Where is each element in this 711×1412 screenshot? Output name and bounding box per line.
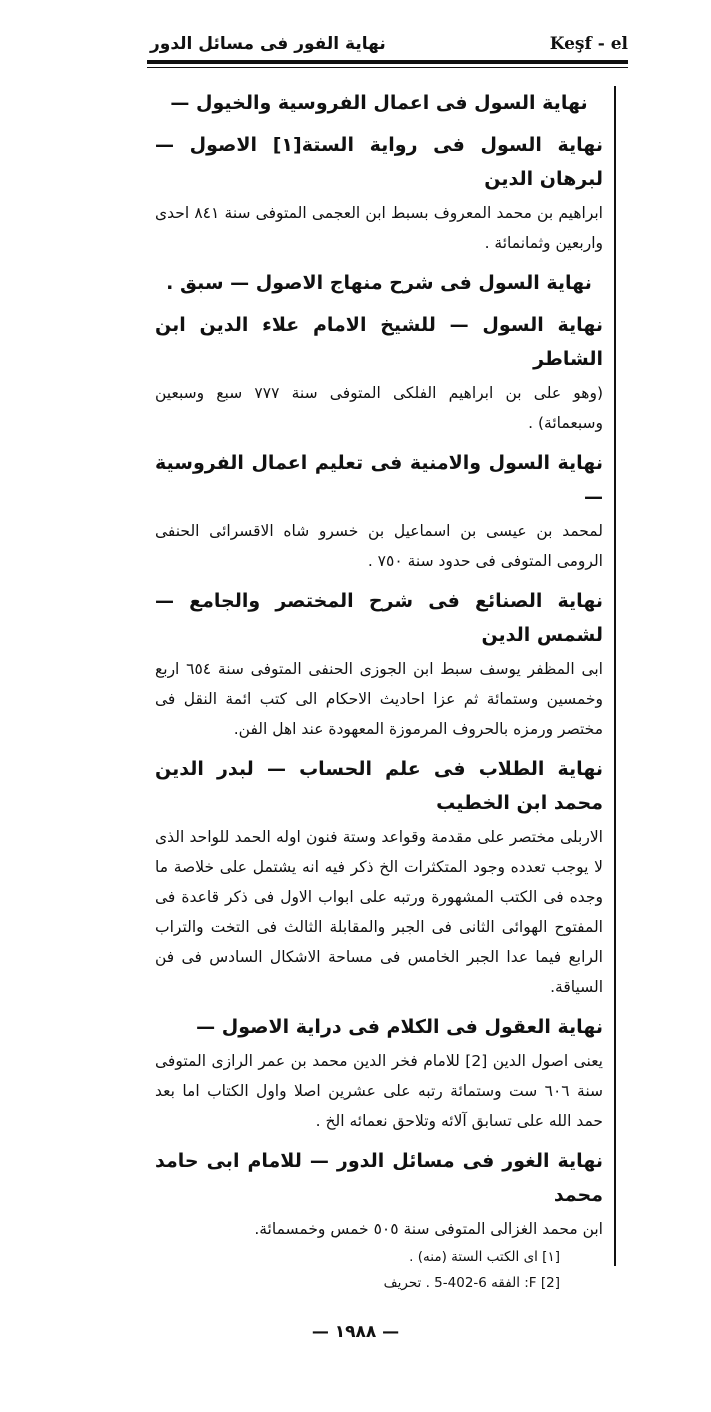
header-rule-thick — [147, 60, 628, 64]
entry-title: نهاية السول فى اعمال الفروسية والخيول — — [170, 92, 588, 114]
footnote: [١] اى الكتب الستة (منه) . — [409, 1249, 560, 1265]
entry-text: لمحمد بن عيسى بن اسماعيل بن خسرو شاه الاقسرائى الحنفى الرومى المتوفى فى حدود سنة ٧٥٠ . — [155, 522, 603, 570]
entry-title: نهاية السول فى رواية الستة[١] الاصول — لبرهان الدين — [155, 134, 603, 190]
entry-text: ابن محمد الغزالى المتوفى سنة ٥٠٥ خمس وخمسمائة. — [254, 1220, 603, 1238]
entry-title: نهاية الغور فى مسائل الدور — للامام ابى حامد محمد — [155, 1150, 603, 1206]
running-header — [150, 30, 628, 60]
entry — [155, 1010, 603, 1136]
running-tag: Keşf - el — [549, 34, 628, 54]
entry — [155, 752, 603, 1002]
entry — [155, 266, 603, 300]
header-rule-thin — [147, 67, 628, 68]
entry-title: نهاية الصنائع فى شرح المختصر والجامع — لشمس الدين — [155, 590, 603, 646]
entry — [155, 308, 603, 438]
entry-title: نهاية العقول فى الكلام فى دراية الاصول — — [196, 1016, 603, 1038]
entry — [155, 86, 603, 120]
footnotes — [200, 1244, 560, 1296]
column-line — [614, 86, 616, 1266]
entry — [155, 128, 603, 258]
entry-text: الاربلى مختصر على مقدمة وقواعد وستة فنون اوله الحمد للواحد الذى لا يوجب تعدده وجود المتكثرات الخ ذكر فيه انه يشتمل على خلاصة ما وجده فى الكتب المشهورة ورتبه على ابواب الاول فى ذكر قاعدة فى المفتوح الهوائى الثانى فى الجبر والمقابلة الثالث فى التخت والتراب الرابع فيما عدا الجبر الخامس فى مساحة الاشكال السادس فى فن السياقة. — [155, 828, 603, 996]
running-title: نهاية الفور فى مسائل الدور — [150, 34, 386, 54]
entry-title: نهاية السول فى شرح منهاج الاصول — سبق . — [166, 272, 592, 294]
page-number: — ١٩٨٨ — — [311, 1322, 400, 1342]
entry — [155, 446, 603, 576]
entry-text: يعنى اصول الدين [2] للامام فخر الدين محمد بن عمر الرازى المتوفى سنة ٦٠٦ ست وستمائة رتبه على عشرين اصلا واول الكتاب اما بعد حمد الله على تسابق آلائه وتلاحق نعمائه الخ . — [155, 1052, 604, 1130]
entry-title: نهاية السول — للشيخ الامام علاء الدين ابن الشاطر — [155, 314, 603, 370]
entry-text: ابى المظفر يوسف سبط ابن الجوزى الحنفى المتوفى سنة ٦٥٤ اربع وخمسين وستمائة ثم عزا احاديث الاحكام الى كتب ائمة النقل فى مختصر ورمزه بالحروف المرموزة المعهودة عند اهل الفن. — [155, 660, 603, 738]
entry-text: (وهو على بن ابراهيم الفلكى المتوفى سنة ٧٧٧ سبع وسبعين وسبعمائة) . — [155, 384, 604, 432]
entry-text: ابراهيم بن محمد المعروف بسبط ابن العجمى المتوفى سنة ٨٤١ احدى واربعين وثمانمائة . — [155, 204, 603, 252]
entry — [155, 584, 603, 744]
entry-title: نهاية الطلاب فى علم الحساب — لبدر الدين محمد ابن الخطيب — [155, 758, 603, 814]
entry-title: نهاية السول والامنية فى تعليم اعمال الفروسية — — [155, 452, 603, 508]
entry — [155, 1144, 603, 1244]
footnote: [2] F: الفقه 6-402-5 . تحريف — [383, 1275, 560, 1291]
entries-column — [155, 80, 603, 1252]
